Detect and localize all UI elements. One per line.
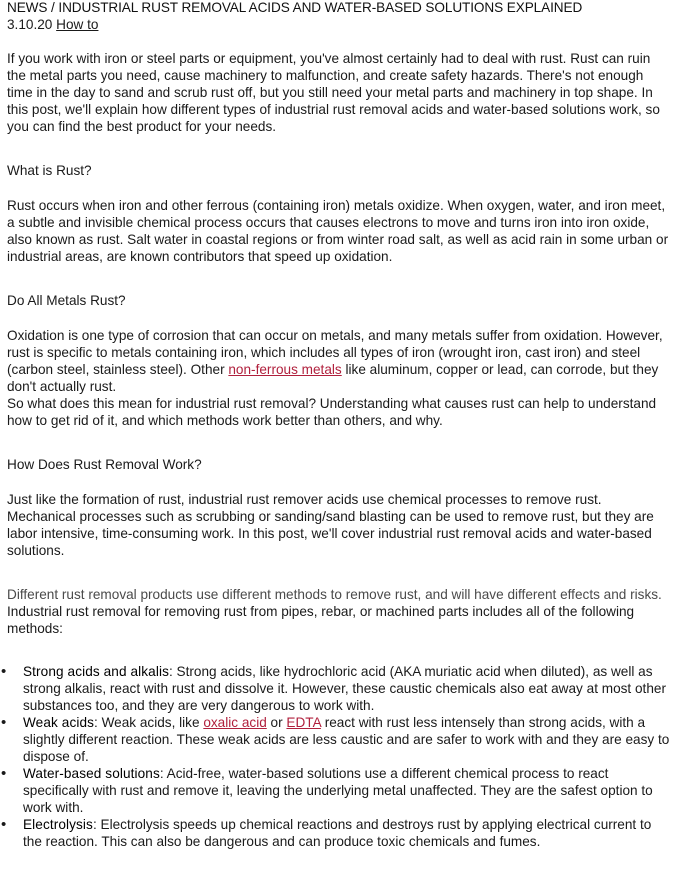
what-is-rust-paragraph: Rust occurs when iron and other ferrous (containing iron) metals oxidize. When oxygen, water, and iron meet, a subtle and invisible chemical process occurs that causes electrons to move and turns iron into iron oxide, also known as rust. Salt water in coastal regions or from winter road salt, as well as acid rain in some urban or industrial areas, are known contributors that speed up oxidation. <box>7 198 669 264</box>
how-it-works-paragraph: Just like the formation of rust, industrial rust remover acids use chemical processes to remove rust. Mechanical processes such as scrubbing or sanding/sand blasting can be used to remove rust, but they are labor intensive, time-consuming work. In this post, we'll cover industrial rust removal acids and water-based solutions. <box>7 492 654 558</box>
electrolysis-text: : Electrolysis speeds up chemical reactions and destroys rust by applying electrical current to the reaction. This can also be dangerous and can produce toxic chemicals and fumes. <box>23 817 652 849</box>
industrial-methods-paragraph: Industrial rust removal for removing rust from pipes, rebar, or machined parts includes all of the following methods: <box>7 604 635 636</box>
water-based-text: : Acid-free, water-based solutions use a different chemical process to react specifically with rust and remove it, leaving the underlying metal unaffected. They are the safest option to work with. <box>23 766 653 815</box>
dateline <box>7 16 672 33</box>
term-weak-acids: Weak acids <box>23 715 95 730</box>
term-electrolysis: Electrolysis <box>23 817 93 832</box>
heading-do-all-metals-rust: Do All Metals Rust? <box>7 293 126 308</box>
term-water-based: Water-based solutions <box>23 766 160 781</box>
oxalic-acid-link[interactable]: oxalic acid <box>203 715 267 730</box>
page-title: NEWS / INDUSTRIAL RUST REMOVAL ACIDS AND WATER-BASED SOLUTIONS EXPLAINED <box>7 0 583 15</box>
metals-text-after-link: like aluminum, copper or lead, can corrode, but they don't actually rust. <box>7 362 659 394</box>
bullet-icon: • <box>1 663 7 680</box>
bullet-icon: • <box>1 816 7 833</box>
metals-paragraph-2: So what does this mean for industrial rust removal? Understanding what causes rust can help to understand how to get rid of it, and which methods work better than others, and why. <box>7 396 657 428</box>
weak-acids-text-after: react with rust less intensely than strong acids, with a slightly different reaction. These weak acids are less caustic and are safer to work with and they are easy to dispose of. <box>23 715 670 764</box>
bullet-icon: • <box>1 765 7 782</box>
strong-acids-text: : Strong acids, like hydrochloric acid (AKA muriatic acid when diluted), as well as strong alkalis, react with rust and dissolve it. However, these caustic chemicals also eat away at most other substances too, and they are very dangerous to work with. <box>23 664 666 713</box>
post-date: 3.10.20 <box>7 17 53 32</box>
weak-acids-text-before: : Weak acids, like <box>94 715 204 730</box>
different-methods-paragraph: Different rust removal products use different methods to remove rust, and will have different effects and risks. <box>7 587 662 602</box>
metals-text-before-link: Oxidation is one type of corrosion that can occur on metals, and many metals suffer from oxidation. However, rust is specific to metals containing iron, which includes all types of iron (wrought iron, cast iron) and steel (carbon steel, stainless steel). Other <box>7 328 663 377</box>
list-item-weak-acids <box>1 714 672 765</box>
metals-paragraph <box>7 327 672 395</box>
non-ferrous-metals-link[interactable]: non-ferrous metals <box>228 362 342 377</box>
methods-list <box>1 663 672 850</box>
list-item-water-based <box>1 765 672 816</box>
term-strong-acids: Strong acids and alkalis <box>23 664 169 679</box>
category-link-how-to[interactable]: How to <box>56 17 99 32</box>
weak-acids-text-mid: or <box>266 715 287 730</box>
intro-paragraph: If you work with iron or steel parts or equipment, you've almost certainly had to deal with rust. Rust can ruin the metal parts you need, cause machinery to malfunction, and create safety hazards. There's not enough time in the day to sand and scrub rust off, but you still need your metal parts and machinery in top shape. In this post, we'll explain how different types of industrial rust removal acids and water-based solutions work, so you can find the best product for your needs. <box>7 51 660 134</box>
list-item-electrolysis <box>1 816 672 850</box>
heading-how-rust-removal-works: How Does Rust Removal Work? <box>7 457 202 472</box>
edta-link[interactable]: EDTA <box>286 715 321 730</box>
list-item-strong-acids <box>1 663 672 714</box>
bullet-icon: • <box>1 714 7 731</box>
heading-what-is-rust: What is Rust? <box>7 163 92 178</box>
